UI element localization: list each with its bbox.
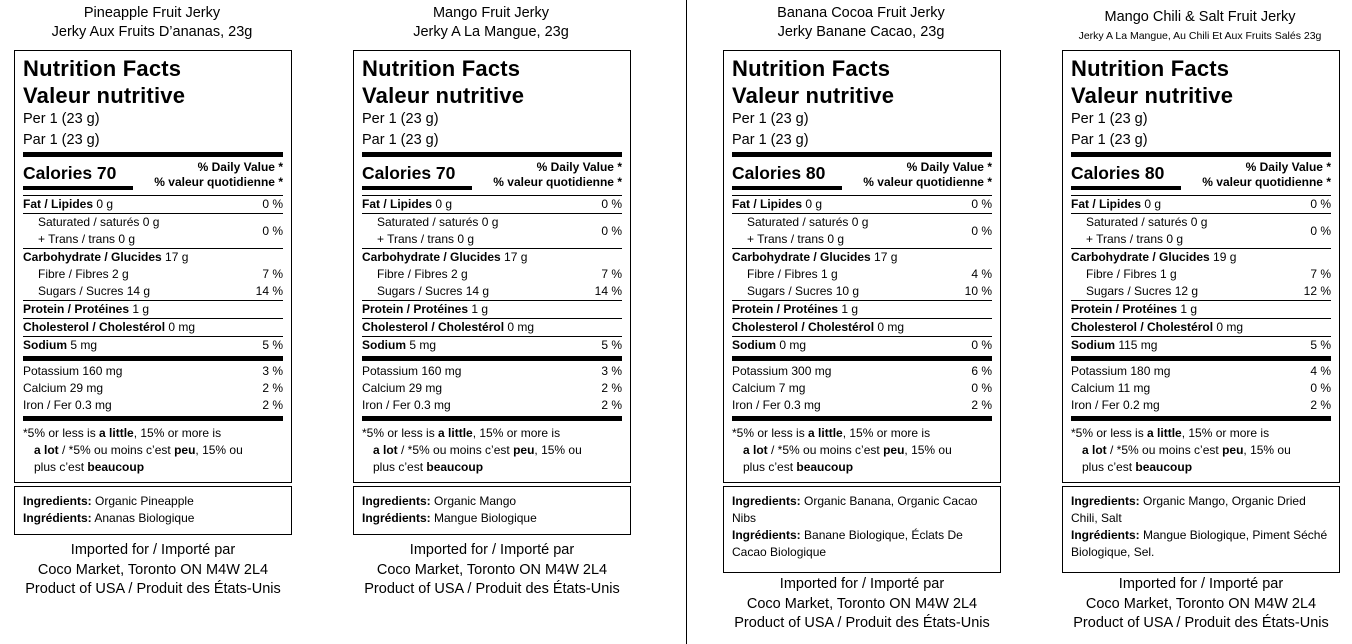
sodium-label: Sodium (362, 338, 406, 352)
potassium-dv: 6 % (971, 364, 992, 378)
calcium-dv: 2 % (601, 381, 622, 395)
fibre-dv: 7 % (262, 267, 283, 281)
nutrition-facts-heading-en: Nutrition Facts (23, 56, 182, 81)
fibre-amount: 1 g (821, 267, 838, 281)
calories-underline (1071, 186, 1181, 190)
sat-trans-dv: 0 % (1310, 223, 1331, 238)
iron-amount: 0.3 mg (75, 398, 112, 412)
cholesterol-label: Cholesterol / Cholestérol (732, 320, 875, 334)
nutrition-facts-heading-fr: Valeur nutritive (362, 83, 525, 108)
sodium-dv: 5 % (601, 338, 622, 352)
potassium-label: Potassium (1071, 364, 1128, 378)
trans-amount: 0 g (827, 232, 845, 246)
carb-amount: 17 g (504, 250, 528, 264)
thick-rule (1071, 416, 1331, 421)
serving-size-fr: Par 1 (23 g) (732, 131, 809, 148)
fat-amount: 0 g (96, 197, 114, 211)
fat-label: Fat / Lipides (732, 197, 803, 211)
trans-label: + Trans / trans (747, 232, 825, 246)
sodium-row (1071, 336, 1331, 354)
sodium-label: Sodium (732, 338, 776, 352)
iron-dv: 2 % (262, 398, 283, 412)
daily-value-fr: % valeur quotidienne * (1202, 175, 1331, 189)
carb-amount: 17 g (874, 250, 898, 264)
calcium-amount: 7 mg (778, 381, 806, 395)
calories-underline (23, 186, 133, 190)
thick-rule (23, 152, 283, 157)
sugars-amount: 10 g (835, 284, 860, 298)
daily-value-header (154, 159, 283, 195)
sugars-label: Sugars / Sucres (747, 284, 833, 298)
fat-dv: 0 % (971, 197, 992, 211)
calories-row (1071, 159, 1331, 195)
iron-row (23, 397, 283, 414)
iron-dv: 2 % (971, 398, 992, 412)
panel-divider-line (686, 0, 687, 644)
nutrition-facts-heading-en: Nutrition Facts (732, 56, 891, 81)
fat-row (23, 195, 283, 213)
sodium-label: Sodium (23, 338, 67, 352)
nutrition-facts-table (353, 50, 631, 483)
sugars-dv: 14 % (255, 284, 283, 298)
fibre-dv: 4 % (971, 267, 992, 281)
product-origin: Product of USA / Produit des États-Unis (25, 581, 281, 597)
cholesterol-row (1071, 318, 1331, 336)
sugars-dv: 10 % (964, 284, 992, 298)
importer-address: Coco Market, Toronto ON M4W 2L4 (37, 561, 269, 578)
product-title-block (2, 4, 302, 42)
cholesterol-label: Cholesterol / Cholestérol (23, 320, 166, 334)
sodium-dv: 0 % (971, 338, 992, 352)
product-title: Mango Fruit Jerky (432, 5, 550, 21)
fibre-amount: 1 g (1160, 267, 1177, 281)
product-origin: Product of USA / Produit des États-Unis (364, 581, 620, 597)
protein-amount: 1 g (471, 302, 489, 316)
sat-label: Saturated / saturés (38, 215, 140, 229)
potassium-amount: 160 mg (421, 364, 462, 378)
ingredients-fr: Ingrédients: Banane Biologique, Éclats De Cacao Biologique (732, 528, 963, 559)
importer-block (723, 575, 1001, 634)
sodium-row (23, 336, 283, 354)
fibre-label: Fibre / Fibres (38, 267, 109, 281)
trans-amount: 0 g (1166, 232, 1184, 246)
importer-address: Coco Market, Toronto ON M4W 2L4 (1085, 595, 1317, 612)
product-title-block (711, 4, 1011, 42)
iron-row (362, 397, 622, 414)
protein-row (23, 300, 283, 318)
fat-amount: 0 g (1144, 197, 1162, 211)
sodium-row (732, 336, 992, 354)
serving-size-en: Per 1 (23 g) (1071, 111, 1148, 127)
carb-amount: 19 g (1213, 250, 1237, 264)
imported-for: Imported for / Importé par (1118, 576, 1284, 592)
protein-amount: 1 g (841, 302, 859, 316)
product-title: Pineapple Fruit Jerky (83, 5, 221, 21)
ingredients-en: Ingredients: Organic Banana, Organic Cacao Nibs (732, 494, 978, 525)
sodium-amount: 5 mg (70, 338, 98, 352)
sat-trans-dv: 0 % (262, 223, 283, 238)
imported-for: Imported for / Importé par (779, 576, 945, 592)
sat-amount: 0 g (142, 215, 160, 229)
trans-amount: 0 g (118, 232, 136, 246)
saturated-trans-group (732, 213, 992, 248)
calcium-label: Calcium (732, 381, 776, 395)
calories-underline (732, 186, 842, 190)
potassium-row (362, 363, 622, 380)
trans-label: + Trans / trans (38, 232, 116, 246)
sat-label: Saturated / saturés (747, 215, 849, 229)
calcium-label: Calcium (23, 381, 67, 395)
daily-value-footnote: *5% or less is a little, 15% or more is a lot / *5% ou moins c’est peu, 15% ou plus c’est beaucoup (23, 426, 243, 474)
iron-amount: 0.3 mg (784, 398, 821, 412)
carb-row (362, 248, 622, 266)
calories-row (732, 159, 992, 195)
calories-underline (362, 186, 472, 190)
sugars-row (1071, 283, 1331, 300)
thick-rule (23, 416, 283, 421)
sat-trans-dv: 0 % (971, 223, 992, 238)
daily-value-fr: % valeur quotidienne * (154, 175, 283, 189)
carb-label: Carbohydrate / Glucides (23, 250, 162, 264)
fibre-row (23, 266, 283, 283)
product-title: Mango Chili & Salt Fruit Jerky (1104, 9, 1296, 25)
potassium-amount: 300 mg (791, 364, 832, 378)
cholesterol-amount: 0 mg (877, 320, 905, 334)
sugars-amount: 14 g (465, 284, 490, 298)
sat-amount: 0 g (851, 215, 869, 229)
carb-row (1071, 248, 1331, 266)
product-origin: Product of USA / Produit des États-Unis (734, 615, 990, 631)
iron-dv: 2 % (1310, 398, 1331, 412)
product-subtitle: Jerky Banane Cacao, 23g (777, 24, 945, 40)
calcium-row (1071, 380, 1331, 397)
saturated-trans-group (23, 213, 283, 248)
cholesterol-amount: 0 mg (1216, 320, 1244, 334)
daily-value-header (1202, 159, 1331, 195)
saturated-trans-group (1071, 213, 1331, 248)
potassium-label: Potassium (732, 364, 789, 378)
carb-label: Carbohydrate / Glucides (362, 250, 501, 264)
thick-rule (732, 356, 992, 361)
carb-label: Carbohydrate / Glucides (1071, 250, 1210, 264)
cholesterol-label: Cholesterol / Cholestérol (362, 320, 505, 334)
sugars-dv: 14 % (594, 284, 622, 298)
protein-label: Protein / Protéines (732, 302, 839, 316)
calcium-amount: 11 mg (1117, 381, 1151, 395)
iron-label: Iron / Fer (732, 398, 781, 412)
iron-amount: 0.2 mg (1123, 398, 1160, 412)
protein-label: Protein / Protéines (23, 302, 130, 316)
ingredients-box (1062, 486, 1340, 573)
sodium-label: Sodium (1071, 338, 1115, 352)
product-panel-3 (711, 0, 1011, 631)
calcium-dv: 2 % (262, 381, 283, 395)
product-title-block (1050, 4, 1350, 46)
fibre-label: Fibre / Fibres (377, 267, 448, 281)
fat-amount: 0 g (805, 197, 823, 211)
fat-row (732, 195, 992, 213)
serving-size-fr: Par 1 (23 g) (23, 131, 100, 148)
daily-value-footnote: *5% or less is a little, 15% or more is a lot / *5% ou moins c’est peu, 15% ou plus c’est beaucoup (732, 426, 952, 474)
ingredients-fr: Ingrédients: Mangue Biologique (362, 511, 537, 525)
trans-amount: 0 g (457, 232, 475, 246)
nutrition-facts-heading-en: Nutrition Facts (1071, 56, 1230, 81)
serving-size-en: Per 1 (23 g) (362, 111, 439, 127)
sugars-row (23, 283, 283, 300)
trans-label: + Trans / trans (377, 232, 455, 246)
thick-rule (362, 152, 622, 157)
ingredients-box (353, 486, 631, 535)
product-subtitle: Jerky A La Mangue, Au Chili Et Aux Fruits Salés 23g (1078, 30, 1322, 42)
sugars-label: Sugars / Sucres (377, 284, 463, 298)
calories-value: Calories 80 (1071, 163, 1165, 183)
protein-label: Protein / Protéines (362, 302, 469, 316)
nutrition-facts-heading-fr: Valeur nutritive (1071, 83, 1234, 108)
fat-dv: 0 % (1310, 197, 1331, 211)
sugars-row (362, 283, 622, 300)
potassium-dv: 4 % (1310, 364, 1331, 378)
sugars-amount: 14 g (126, 284, 151, 298)
nutrition-facts-heading-fr: Valeur nutritive (23, 83, 186, 108)
nutrition-facts-heading-fr: Valeur nutritive (732, 83, 895, 108)
potassium-amount: 180 mg (1130, 364, 1171, 378)
product-subtitle: Jerky A La Mangue, 23g (413, 24, 569, 40)
fibre-label: Fibre / Fibres (747, 267, 818, 281)
calcium-amount: 29 mg (69, 381, 104, 395)
sugars-label: Sugars / Sucres (38, 284, 124, 298)
imported-for: Imported for / Importé par (409, 542, 575, 558)
iron-amount: 0.3 mg (414, 398, 451, 412)
cholesterol-amount: 0 mg (168, 320, 196, 334)
fat-dv: 0 % (262, 197, 283, 211)
nutrition-facts-table (14, 50, 292, 483)
daily-value-en: % Daily Value * (1245, 160, 1331, 174)
sodium-amount: 0 mg (779, 338, 807, 352)
thick-rule (732, 152, 992, 157)
carb-label: Carbohydrate / Glucides (732, 250, 871, 264)
potassium-label: Potassium (362, 364, 419, 378)
ingredients-en: Ingredients: Organic Mango, Organic Dried Chili, Salt (1071, 494, 1306, 525)
sodium-dv: 5 % (262, 338, 283, 352)
carb-amount: 17 g (165, 250, 189, 264)
potassium-amount: 160 mg (82, 364, 123, 378)
importer-block (1062, 575, 1340, 634)
calcium-label: Calcium (362, 381, 406, 395)
daily-value-header (863, 159, 992, 195)
ingredients-fr: Ingrédients: Mangue Biologique, Piment Séché Biologique, Sel. (1071, 528, 1328, 559)
importer-block (14, 541, 292, 600)
fibre-row (732, 266, 992, 283)
importer-block (353, 541, 631, 600)
sodium-row (362, 336, 622, 354)
sodium-amount: 115 mg (1118, 338, 1158, 352)
importer-address: Coco Market, Toronto ON M4W 2L4 (376, 561, 608, 578)
sat-label: Saturated / saturés (1086, 215, 1188, 229)
calcium-row (23, 380, 283, 397)
iron-row (732, 397, 992, 414)
calories-row (362, 159, 622, 195)
potassium-dv: 3 % (601, 364, 622, 378)
cholesterol-row (23, 318, 283, 336)
fat-row (362, 195, 622, 213)
fat-row (1071, 195, 1331, 213)
carb-row (23, 248, 283, 266)
ingredients-box (14, 486, 292, 535)
protein-amount: 1 g (1180, 302, 1198, 316)
protein-row (732, 300, 992, 318)
calcium-row (732, 380, 992, 397)
sat-trans-dv: 0 % (601, 223, 622, 238)
thick-rule (1071, 356, 1331, 361)
product-panel-4 (1050, 0, 1350, 631)
iron-row (1071, 397, 1331, 414)
protein-amount: 1 g (132, 302, 150, 316)
calories-row (23, 159, 283, 195)
sat-amount: 0 g (481, 215, 499, 229)
calories-value: Calories 80 (732, 163, 826, 183)
potassium-label: Potassium (23, 364, 80, 378)
product-panel-1 (2, 0, 302, 597)
fibre-row (362, 266, 622, 283)
fibre-dv: 7 % (601, 267, 622, 281)
cholesterol-row (362, 318, 622, 336)
sugars-row (732, 283, 992, 300)
product-subtitle: Jerky Aux Fruits D’ananas, 23g (51, 24, 253, 40)
daily-value-footnote: *5% or less is a little, 15% or more is a lot / *5% ou moins c’est peu, 15% ou plus c’est beaucoup (1071, 426, 1291, 474)
daily-value-en: % Daily Value * (536, 160, 622, 174)
thick-rule (362, 416, 622, 421)
fibre-amount: 2 g (451, 267, 468, 281)
cholesterol-amount: 0 mg (507, 320, 535, 334)
sugars-label: Sugars / Sucres (1086, 284, 1172, 298)
sodium-dv: 5 % (1310, 338, 1331, 352)
thick-rule (362, 356, 622, 361)
potassium-dv: 3 % (262, 364, 283, 378)
potassium-row (1071, 363, 1331, 380)
sodium-amount: 5 mg (409, 338, 437, 352)
calories-value: Calories 70 (362, 163, 456, 183)
fat-label: Fat / Lipides (1071, 197, 1142, 211)
sugars-amount: 12 g (1174, 284, 1199, 298)
iron-label: Iron / Fer (362, 398, 411, 412)
imported-for: Imported for / Importé par (70, 542, 236, 558)
thick-rule (23, 356, 283, 361)
ingredients-en: Ingredients: Organic Pineapple (23, 494, 194, 508)
potassium-row (23, 363, 283, 380)
fat-dv: 0 % (601, 197, 622, 211)
thick-rule (1071, 152, 1331, 157)
serving-size-fr: Par 1 (23 g) (1071, 131, 1148, 148)
sat-amount: 0 g (1190, 215, 1208, 229)
product-origin: Product of USA / Produit des États-Unis (1073, 615, 1329, 631)
daily-value-en: % Daily Value * (906, 160, 992, 174)
fibre-label: Fibre / Fibres (1086, 267, 1157, 281)
daily-value-footnote: *5% or less is a little, 15% or more is a lot / *5% ou moins c’est peu, 15% ou plus c’est beaucoup (362, 426, 582, 474)
trans-label: + Trans / trans (1086, 232, 1164, 246)
ingredients-en: Ingredients: Organic Mango (362, 494, 517, 508)
calcium-dv: 0 % (971, 381, 992, 395)
daily-value-en: % Daily Value * (197, 160, 283, 174)
sat-label: Saturated / saturés (377, 215, 479, 229)
ingredients-fr: Ingrédients: Ananas Biologique (23, 511, 195, 525)
serving-size-fr: Par 1 (23 g) (362, 131, 439, 148)
serving-size-en: Per 1 (23 g) (732, 111, 809, 127)
nutrition-facts-table (1062, 50, 1340, 483)
daily-value-fr: % valeur quotidienne * (863, 175, 992, 189)
saturated-trans-group (362, 213, 622, 248)
calcium-dv: 0 % (1310, 381, 1331, 395)
cholesterol-row (732, 318, 992, 336)
cholesterol-label: Cholesterol / Cholestérol (1071, 320, 1214, 334)
iron-label: Iron / Fer (23, 398, 72, 412)
calories-value: Calories 70 (23, 163, 117, 183)
iron-dv: 2 % (601, 398, 622, 412)
fibre-amount: 2 g (112, 267, 129, 281)
daily-value-header (493, 159, 622, 195)
fat-label: Fat / Lipides (362, 197, 433, 211)
daily-value-fr: % valeur quotidienne * (493, 175, 622, 189)
carb-row (732, 248, 992, 266)
importer-address: Coco Market, Toronto ON M4W 2L4 (746, 595, 978, 612)
protein-label: Protein / Protéines (1071, 302, 1178, 316)
fibre-dv: 7 % (1310, 267, 1331, 281)
fat-label: Fat / Lipides (23, 197, 94, 211)
product-title: Banana Cocoa Fruit Jerky (777, 5, 945, 21)
thick-rule (732, 416, 992, 421)
ingredients-box (723, 486, 1001, 573)
calcium-label: Calcium (1071, 381, 1115, 395)
product-title-block (341, 4, 641, 42)
nutrition-facts-heading-en: Nutrition Facts (362, 56, 521, 81)
calcium-row (362, 380, 622, 397)
serving-size-en: Per 1 (23 g) (23, 111, 100, 127)
fat-amount: 0 g (435, 197, 453, 211)
nutrition-facts-table (723, 50, 1001, 483)
potassium-row (732, 363, 992, 380)
fibre-row (1071, 266, 1331, 283)
iron-label: Iron / Fer (1071, 398, 1120, 412)
sugars-dv: 12 % (1303, 284, 1331, 298)
protein-row (362, 300, 622, 318)
product-panel-2 (341, 0, 641, 597)
protein-row (1071, 300, 1331, 318)
calcium-amount: 29 mg (408, 381, 443, 395)
